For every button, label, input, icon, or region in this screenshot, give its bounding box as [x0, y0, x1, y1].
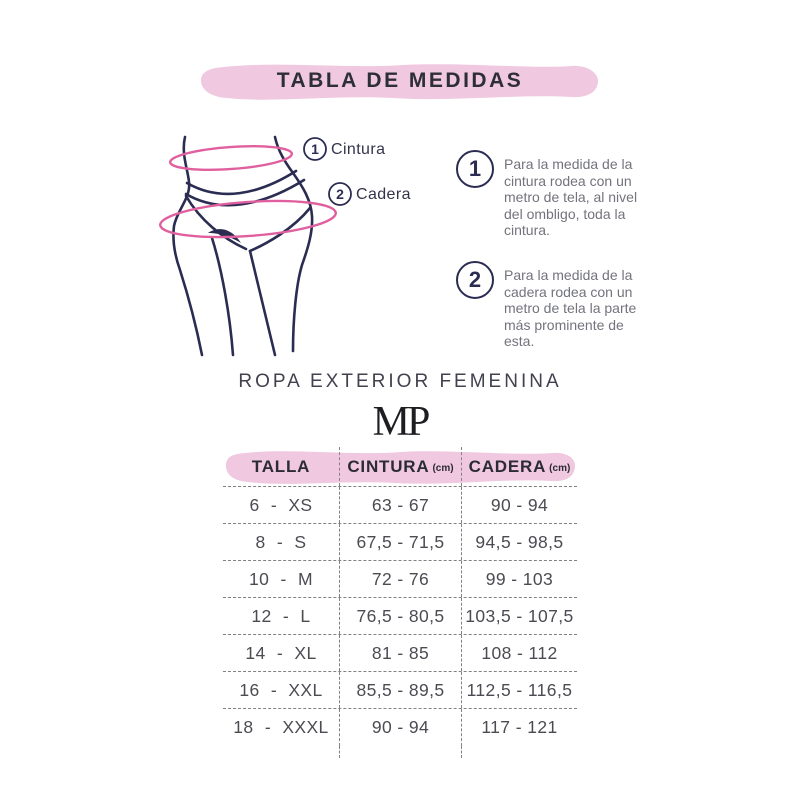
brand-logo: MP: [372, 399, 428, 445]
table-row: [223, 635, 577, 672]
page-title: TABLA DE MEDIDAS: [276, 69, 524, 92]
header-cintura: [340, 447, 462, 486]
cell-cintura: 81 - 85: [340, 635, 462, 671]
torso-outline-right: [275, 137, 312, 351]
label-1-number: 1: [311, 141, 319, 157]
cell-talla: 16 - XXL: [223, 672, 340, 708]
section-title: ROPA EXTERIOR FEMENINA: [238, 371, 562, 392]
header-talla-label: TALLA: [251, 456, 311, 476]
table-header-row: [223, 447, 577, 487]
cell-cintura: 76,5 - 80,5: [340, 598, 462, 634]
table-row: [223, 524, 577, 561]
inner-leg-right: [250, 251, 275, 355]
cell-cintura: 90 - 94: [340, 709, 462, 746]
cell-cintura: 63 - 67: [340, 487, 462, 523]
cell-cadera: 117 - 121: [481, 717, 558, 737]
cell-talla: 6 - XS: [223, 487, 340, 523]
header-cadera-label: CADERA: [468, 456, 547, 476]
body-illustration: [150, 120, 430, 370]
step-2-badge: [456, 261, 494, 299]
cell-talla: 8 - S: [223, 524, 340, 560]
cell-cadera: 99 - 103: [485, 568, 554, 589]
header-cintura-label: CINTURA: [347, 456, 430, 476]
cell-cintura: 67,5 - 71,5: [340, 524, 462, 560]
cell-talla: 10 - M: [223, 561, 340, 597]
body-figure-svg: [150, 120, 430, 370]
header-cadera: [462, 447, 577, 486]
cell-cadera: 94,5 - 98,5: [475, 531, 564, 552]
table-column-divider-tail: [223, 746, 577, 758]
title-banner: [198, 60, 602, 102]
cell-cadera: 90 - 94: [490, 494, 549, 515]
size-table: [223, 447, 577, 758]
cell-talla: 12 - L: [223, 598, 340, 634]
header-cadera-unit: (cm): [549, 463, 571, 474]
step-1-badge: [456, 150, 494, 188]
hip-label: Cadera: [356, 186, 411, 203]
cell-cadera: 103,5 - 107,5: [465, 605, 574, 626]
cell-cintura: 85,5 - 89,5: [340, 672, 462, 708]
waist-measure-ring: [169, 143, 292, 173]
table-row: [223, 598, 577, 635]
waistband-line-1: [187, 171, 296, 194]
header-talla: [223, 447, 340, 486]
table-row: [223, 561, 577, 598]
cell-cintura: 72 - 76: [340, 561, 462, 597]
cell-cadera: 108 - 112: [481, 642, 558, 663]
table-row: [223, 487, 577, 524]
cell-talla: 18 - XXXL: [223, 709, 340, 746]
step-1-instruction: Para la medida de la cintura rodea con un metro de tela, al nivel del ombligo, toda la cintura.: [504, 156, 638, 238]
inner-leg-left: [212, 238, 233, 355]
step-2-instruction: Para la medida de la cadera rodea con un metro de tela la parte más prominente de esta.: [504, 267, 637, 349]
header-cintura-unit: (cm): [432, 463, 454, 474]
table-row: [223, 709, 577, 746]
waist-label: Cintura: [331, 141, 386, 158]
label-2-number: 2: [336, 186, 344, 202]
table-row: [223, 672, 577, 709]
step-2-number: 2: [468, 267, 482, 292]
cell-talla: 14 - XL: [223, 635, 340, 671]
cell-cadera: 112,5 - 116,5: [466, 679, 573, 700]
step-1-number: 1: [468, 156, 482, 181]
